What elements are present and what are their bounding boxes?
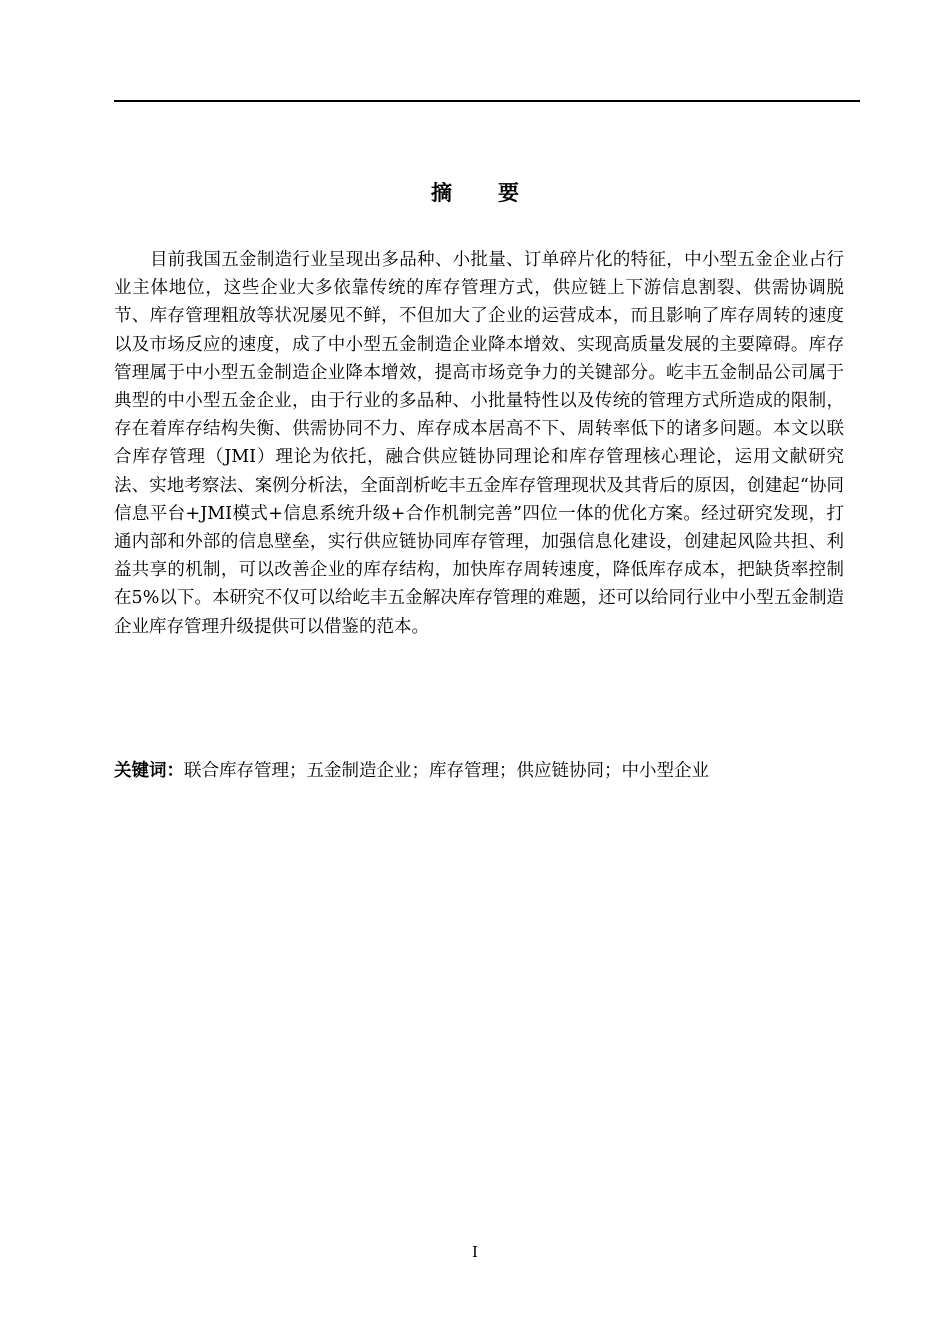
abstract-paragraph: 目前我国五金制造行业呈现出多品种、小批量、订单碎片化的特征，中小型五金企业占行业主体地位，这些企业大多依靠传统的库存管理方式，供应链上下游信息割裂、供需协调脱节、库存管理粗放等状况屡见不鲜，不但加大了企业的运营成本，而且影响了库存周转的速度以及市场反应的速度，成了中小型五金制造企业降本增效、实现高质量发展的主要障碍。库存管理属于中小型五金制造企业降本增效，提高市场竞争力的关键部分。屹丰五金制品公司属于典型的中小型五金企业，由于行业的多品种、小批量特性以及传统的管理方式所造成的限制，存在着库存结构失衡、供需协同不力、库存成本居高不下、周转率低下的诸多问题。本文以联合库存管理（JMI）理论为依托，融合供应链协同理论和库存管理核心理论，运用文献研究法、实地考察法、案例分析法，全面剖析屹丰五金库存管理现状及其背后的原因，创建起“协同信息平台+JMI模式+信息系统升级+合作机制完善”四位一体的优化方案。经过研究发现，打通内部和外部的信息壁垒，实行供应链协同库存管理，加强信息化建设，创建起风险共担、利益共享的机制，可以改善企业的库存结构，加快库存周转速度，降低库存成本，把缺货率控制在5%以下。本研究不仅可以给屹丰五金解决库存管理的难题，还可以给同行业中小型五金制造企业库存管理升级提供可以借鉴的范本。 (114, 250, 844, 637)
keywords-value: 联合库存管理；五金制造企业；库存管理；供应链协同；中小型企业 (184, 761, 709, 781)
keywords-line (114, 757, 860, 785)
page-title: 摘要 (431, 181, 565, 205)
page-number: I (472, 1243, 478, 1261)
keywords-label: 关键词： (114, 761, 184, 781)
header-rule (114, 100, 860, 102)
